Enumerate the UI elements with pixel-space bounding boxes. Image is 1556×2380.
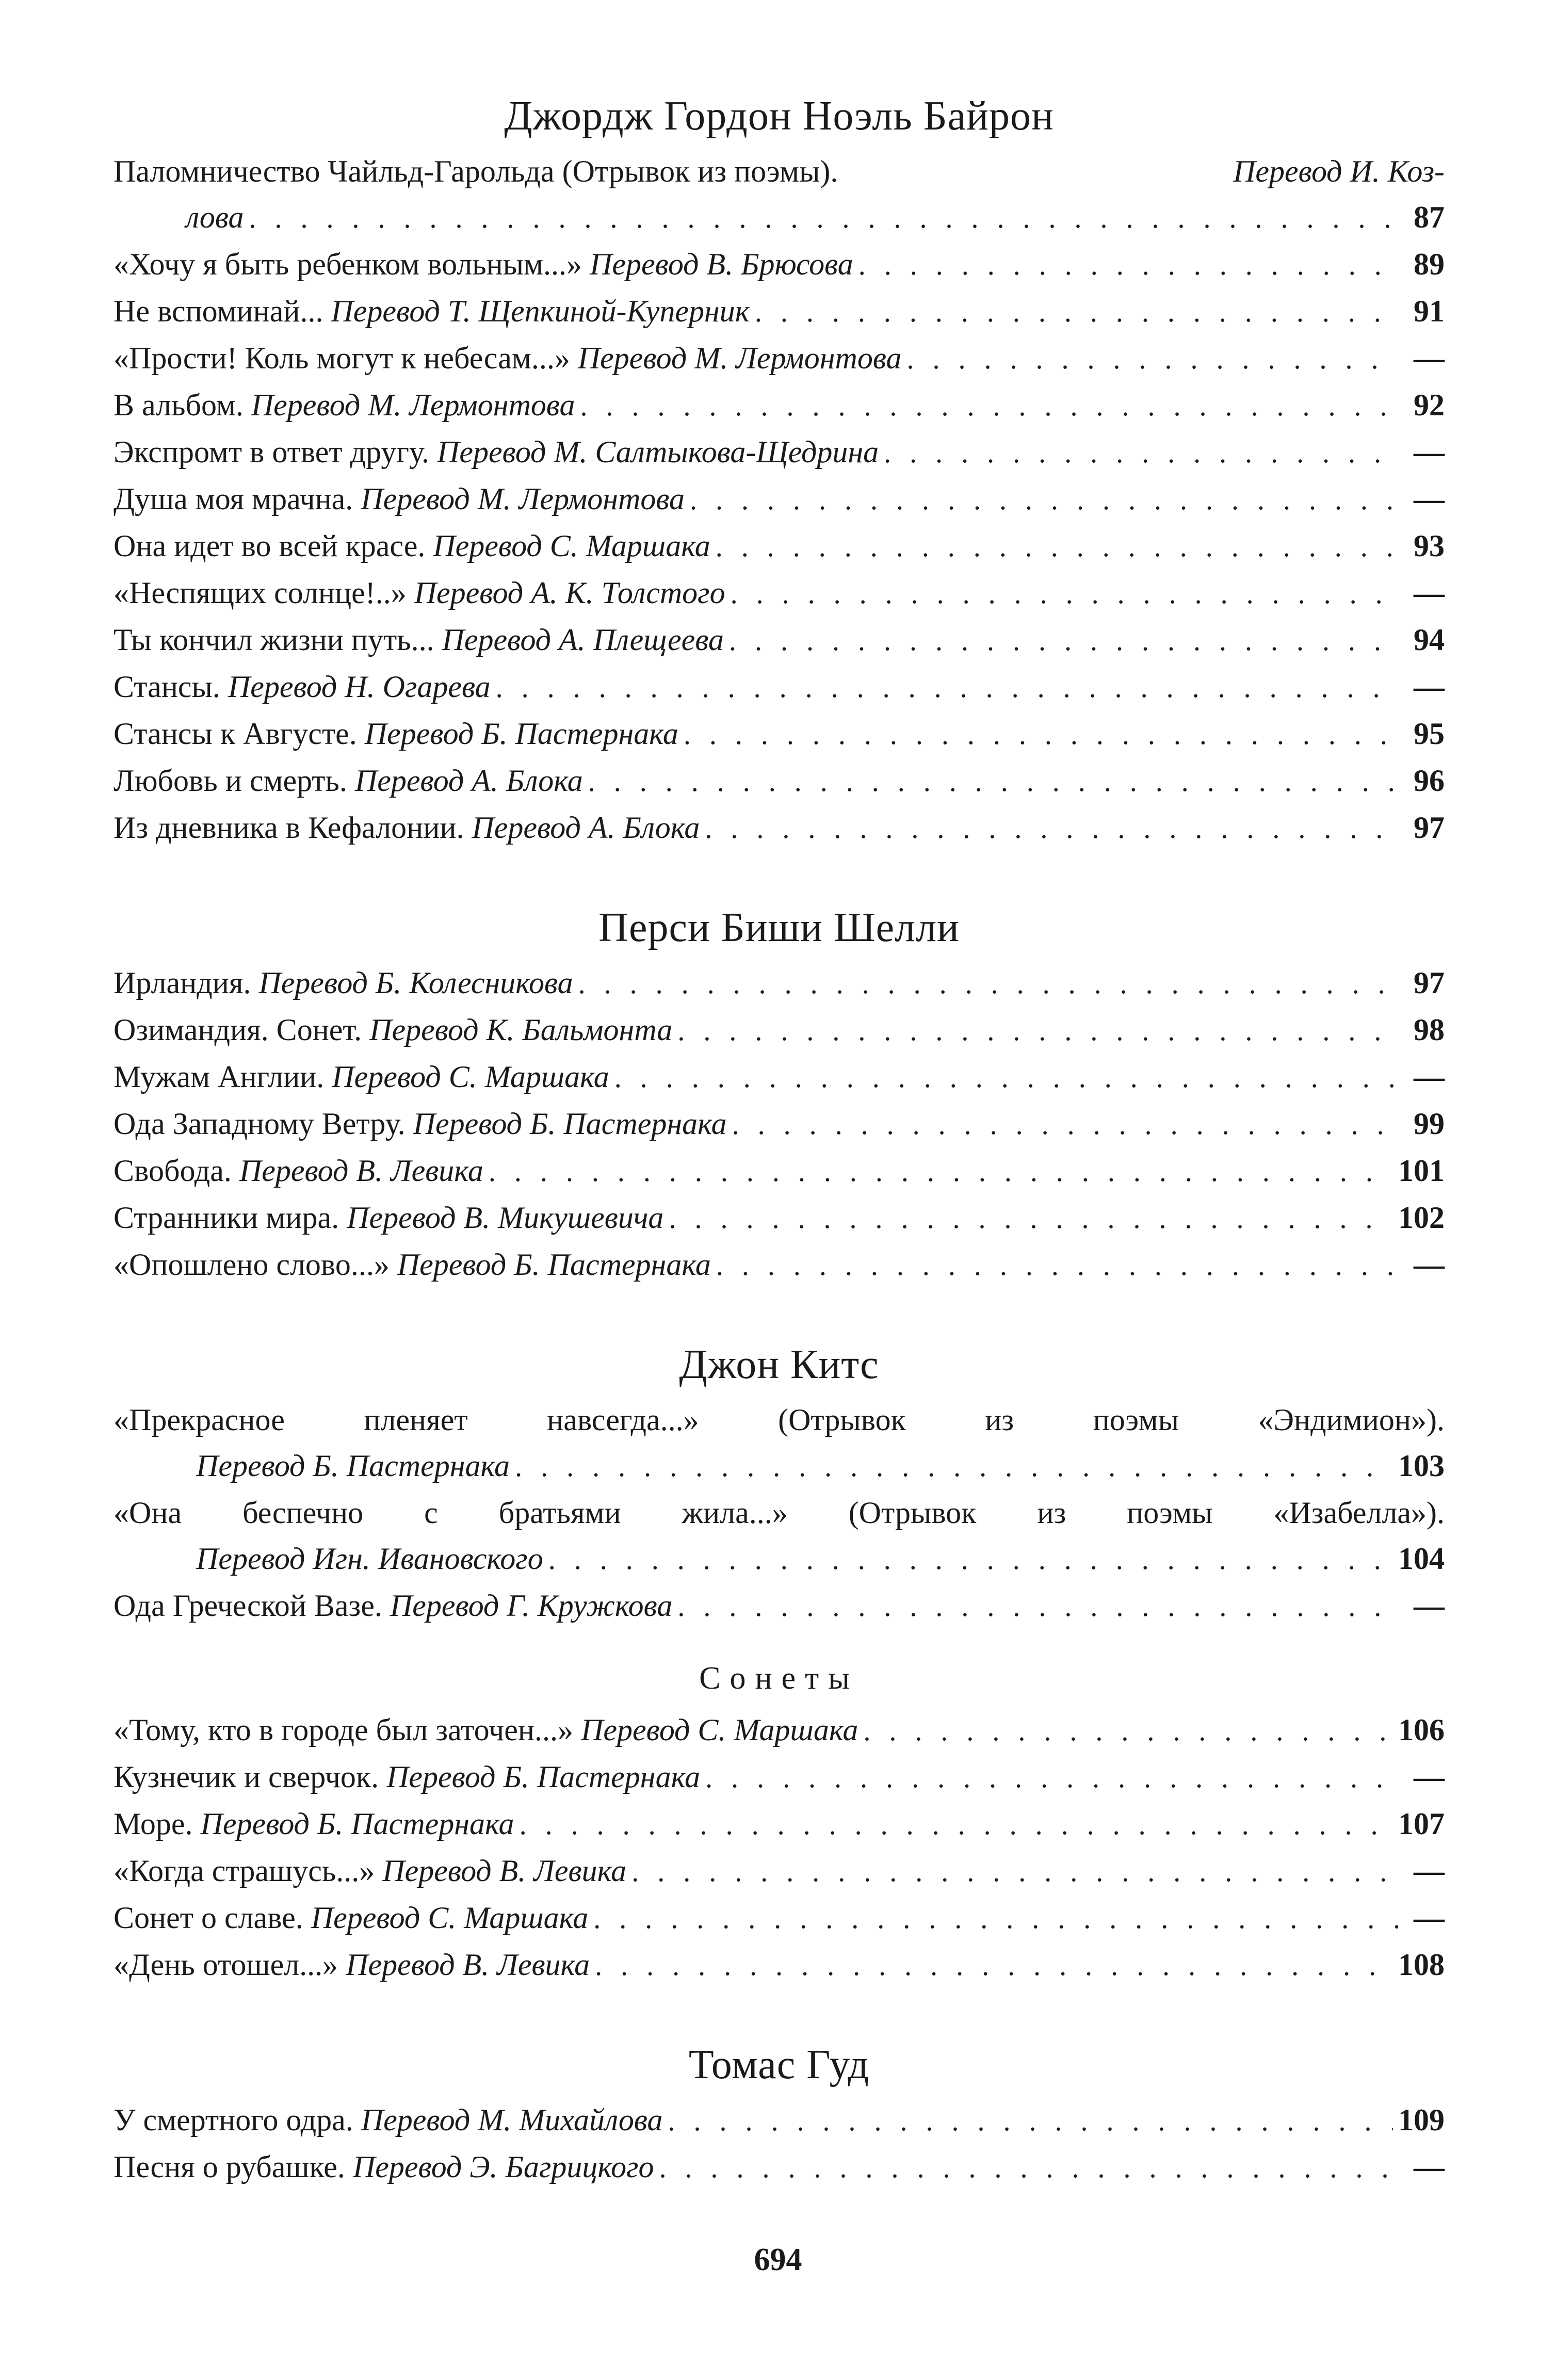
toc-entry (114, 149, 1445, 241)
dot-leader (669, 1196, 1393, 1242)
dot-leader (729, 618, 1398, 664)
dot-leader (595, 1943, 1393, 1989)
entry-translator: Перевод С. Маршака (433, 529, 710, 563)
toc-entry (114, 1801, 1445, 1848)
entry-title: Из дневника в Кефалонии. (114, 811, 464, 845)
entry-translator: Перевод В. Левика (382, 1854, 627, 1888)
dot-leader (684, 712, 1398, 758)
entry-translator: Перевод И. Коз- (1233, 154, 1445, 188)
entry-page: 89 (1414, 247, 1445, 281)
entry-page: 101 (1398, 1154, 1445, 1188)
entry-translator: Перевод Игн. Ивановского (196, 1542, 543, 1576)
entry-translator: Перевод М. Лермонтова (361, 482, 685, 516)
entry-page: 92 (1414, 388, 1445, 422)
dot-leader (716, 524, 1398, 570)
toc-entry (114, 241, 1445, 288)
toc-entry (114, 1490, 1445, 1583)
entry-title: Экспромт в ответ другу. (114, 435, 429, 469)
entry-translator: Перевод М. Михайлова (361, 2103, 663, 2137)
toc-entry (114, 664, 1445, 711)
entry-translator: Перевод В. Микушевича (347, 1201, 664, 1235)
entry-title-word: с (424, 1496, 438, 1530)
entry-translator: Перевод С. Маршака (311, 1901, 589, 1935)
dot-leader (614, 1055, 1398, 1101)
dot-leader (732, 1102, 1398, 1148)
toc-entry (114, 288, 1445, 335)
entry-title: Сонет о славе. (114, 1901, 303, 1935)
toc-entry (114, 1707, 1445, 1754)
entry-page: — (1414, 1060, 1445, 1094)
entry-page: 99 (1414, 1107, 1445, 1141)
entry-translator: Перевод Б. Пастернака (200, 1807, 514, 1841)
dot-leader (863, 1708, 1393, 1754)
entry-title-word: беспечно (242, 1496, 364, 1530)
entry-translator: Перевод Б. Пастернака (397, 1248, 711, 1282)
toc-entry (114, 805, 1445, 852)
entry-page: — (1414, 2150, 1445, 2184)
entry-title-word: жила...» (682, 1496, 788, 1530)
toc-entry (114, 429, 1445, 476)
toc-entry (114, 1007, 1445, 1054)
entry-page: — (1414, 482, 1445, 516)
entry-page: 108 (1398, 1948, 1445, 1982)
entry-title-word: «Она (114, 1496, 182, 1530)
toc-entry (114, 960, 1445, 1007)
dot-leader (588, 759, 1398, 805)
entry-page: 102 (1398, 1201, 1445, 1235)
entry-page: — (1414, 1901, 1445, 1935)
toc-entry (114, 617, 1445, 664)
section-byron (114, 88, 1445, 852)
author-heading: Перси Биши Шелли (598, 905, 960, 950)
dot-leader (489, 1149, 1393, 1195)
entry-translator: Перевод Б. Пастернака (196, 1449, 510, 1483)
entry-translator: Перевод Б. Пастернака (386, 1760, 701, 1794)
toc-entry (114, 1942, 1445, 1989)
entry-page: — (1414, 341, 1445, 375)
contents-page (114, 88, 1445, 2239)
dot-leader (580, 383, 1398, 429)
dot-leader (659, 2145, 1398, 2191)
toc-entry (114, 335, 1445, 382)
toc-entry (114, 1148, 1445, 1195)
section-shelley (114, 899, 1445, 1289)
dot-leader (249, 196, 1398, 241)
entry-page: 98 (1414, 1013, 1445, 1047)
entry-page: 95 (1414, 717, 1445, 751)
dot-leader (668, 2098, 1393, 2144)
dot-leader (884, 430, 1398, 476)
entry-page: 104 (1398, 1542, 1445, 1576)
entry-page: 93 (1414, 529, 1445, 563)
entry-title: Любовь и смерть. (114, 764, 347, 798)
toc-entry (114, 1754, 1445, 1801)
entry-page: 109 (1398, 2103, 1445, 2137)
entry-translator: Перевод М. Салтыкова-Щедрина (436, 435, 879, 469)
entry-title: Свобода. (114, 1154, 232, 1188)
entry-title-word: «Изабелла»). (1273, 1496, 1445, 1530)
entry-title-word: из (1037, 1496, 1066, 1530)
entry-title-word: (Отрывок (848, 1496, 977, 1530)
entry-translator: Перевод Б. Пастернака (413, 1107, 727, 1141)
entry-translator: Перевод Б. Колесникова (258, 966, 573, 1000)
section-keats (114, 1336, 1445, 1630)
entry-translator: Перевод Э. Багрицкого (352, 2150, 654, 2184)
toc-entry (114, 570, 1445, 617)
entry-translator: Перевод С. Маршака (580, 1713, 858, 1747)
entry-translator: Перевод В. Левика (346, 1948, 590, 1982)
entry-translator: Перевод Т. Щепкиной-Куперник (331, 294, 750, 328)
entry-title-word: пленяет (364, 1403, 468, 1437)
dot-leader (705, 1755, 1398, 1801)
author-heading: Джордж Гордон Ноэль Байрон (504, 93, 1054, 139)
entry-translator: Перевод М. Лермонтова (251, 388, 575, 422)
dot-leader (520, 1802, 1393, 1848)
entry-title: У смертного одра. (114, 2103, 353, 2137)
toc-entry (114, 523, 1445, 570)
dot-leader (716, 1243, 1398, 1289)
entry-translator: Перевод Н. Огарева (228, 670, 491, 704)
entry-title: «Тому, кто в городе был заточен...» (114, 1713, 573, 1747)
dot-leader (578, 961, 1398, 1007)
toc-entry (114, 1895, 1445, 1942)
dot-leader (690, 477, 1398, 523)
toc-entry (114, 382, 1445, 429)
entry-page: 103 (1398, 1449, 1445, 1483)
entry-title: Озимандия. Сонет. (114, 1013, 362, 1047)
entry-page: 94 (1414, 623, 1445, 657)
entry-title: Песня о рубашке. (114, 2150, 345, 2184)
entry-title: Не вспоминай... (114, 294, 323, 328)
entry-translator: Перевод В. Брюсова (590, 247, 853, 281)
section-keats-sonnets (114, 1653, 1445, 1989)
entry-title: Странники мира. (114, 1201, 339, 1235)
dot-leader (677, 1008, 1398, 1054)
page-number: 694 (754, 2242, 802, 2277)
entry-title: Стансы к Августе. (114, 717, 357, 751)
dot-leader (677, 1584, 1398, 1630)
entry-title: «Неспящих солнце!..» (114, 576, 407, 610)
entry-translator: Перевод Г. Кружкова (390, 1589, 673, 1623)
toc-entry (114, 1054, 1445, 1101)
entry-title: Ты кончил жизни путь... (114, 623, 434, 657)
dot-leader (496, 665, 1398, 711)
toc-entry (114, 1242, 1445, 1289)
entry-page: — (1414, 576, 1445, 610)
toc-entry (114, 1583, 1445, 1630)
toc-entry (114, 1848, 1445, 1895)
dot-leader (548, 1537, 1393, 1583)
entry-title-word: братьями (498, 1496, 621, 1530)
entry-translator: Перевод В. Левика (239, 1154, 483, 1188)
entry-translator: Перевод А. Блока (354, 764, 583, 798)
entry-page: 97 (1414, 966, 1445, 1000)
dot-leader (858, 242, 1398, 288)
entry-page: — (1414, 1589, 1445, 1623)
entry-title: Душа моя мрачна. (114, 482, 353, 516)
entry-title: «День отошел...» (114, 1948, 338, 1982)
toc-entry (114, 1101, 1445, 1148)
entry-title: Ода Западному Ветру. (114, 1107, 406, 1141)
entry-title: «Опошлено слово...» (114, 1248, 390, 1282)
entry-title: В альбом. (114, 388, 244, 422)
dot-leader (755, 289, 1398, 335)
entry-page: — (1414, 1760, 1445, 1794)
entry-translator: Перевод К. Бальмонта (369, 1013, 673, 1047)
entry-page: — (1414, 1854, 1445, 1888)
entry-translator: Перевод А. Плещеева (442, 623, 724, 657)
entry-page: — (1414, 1248, 1445, 1282)
entry-title: Море. (114, 1807, 193, 1841)
author-heading: Томас Гуд (688, 2042, 870, 2087)
entry-page: — (1414, 670, 1445, 704)
entry-title: «Хочу я быть ребенком вольным...» (114, 247, 582, 281)
entry-translator: Перевод А. К. Толстого (414, 576, 725, 610)
dot-leader (705, 806, 1398, 852)
toc-entry (114, 711, 1445, 758)
entry-page: 96 (1414, 764, 1445, 798)
entry-translator: Перевод Б. Пастернака (364, 717, 678, 751)
section-hood (114, 2036, 1445, 2191)
entry-translator: лова (186, 200, 244, 234)
entry-page: 87 (1414, 200, 1445, 234)
entry-translator: Перевод С. Маршака (332, 1060, 609, 1094)
dot-leader (593, 1896, 1398, 1942)
entry-title: Она идет во всей красе. (114, 529, 426, 563)
entry-title: Ирландия. (114, 966, 251, 1000)
dot-leader (631, 1849, 1398, 1895)
entry-title: Ода Греческой Вазе. (114, 1589, 382, 1623)
entry-title-word: поэмы (1127, 1496, 1213, 1530)
entry-translator: Перевод А. Блока (472, 811, 700, 845)
toc-entry (114, 2144, 1445, 2191)
entry-title-word: «Прекрасное (114, 1403, 285, 1437)
entry-title-word: поэмы (1093, 1403, 1179, 1437)
entry-title-word: из (985, 1403, 1014, 1437)
entry-title: «Прости! Коль могут к небесам...» (114, 341, 570, 375)
toc-entry (114, 2097, 1445, 2144)
entry-page: 106 (1398, 1713, 1445, 1747)
entry-page: 97 (1414, 811, 1445, 845)
subsection-heading: Сонеты (699, 1661, 859, 1696)
entry-title: Стансы. (114, 670, 220, 704)
entry-title: Кузнечик и сверчок. (114, 1760, 379, 1794)
entry-page: 91 (1414, 294, 1445, 328)
dot-leader (731, 571, 1398, 617)
entry-title-word: навсегда...» (547, 1403, 699, 1437)
author-heading: Джон Китс (679, 1342, 879, 1387)
entry-title: «Когда страшусь...» (114, 1854, 375, 1888)
entry-title-word: (Отрывок (778, 1403, 906, 1437)
entry-translator: Перевод М. Лермонтова (577, 341, 902, 375)
dot-leader (515, 1444, 1393, 1490)
entry-page: 107 (1398, 1807, 1445, 1841)
toc-entry (114, 1397, 1445, 1490)
toc-entry (114, 758, 1445, 805)
dot-leader (907, 336, 1398, 382)
entry-title: Мужам Англии. (114, 1060, 325, 1094)
toc-entry (114, 1195, 1445, 1242)
entry-title: Паломничество Чайльд-Гарольда (Отрывок из поэмы). (114, 154, 838, 188)
entry-page: — (1414, 435, 1445, 469)
entry-title-word: «Эндимион»). (1258, 1403, 1445, 1437)
toc-entry (114, 476, 1445, 523)
